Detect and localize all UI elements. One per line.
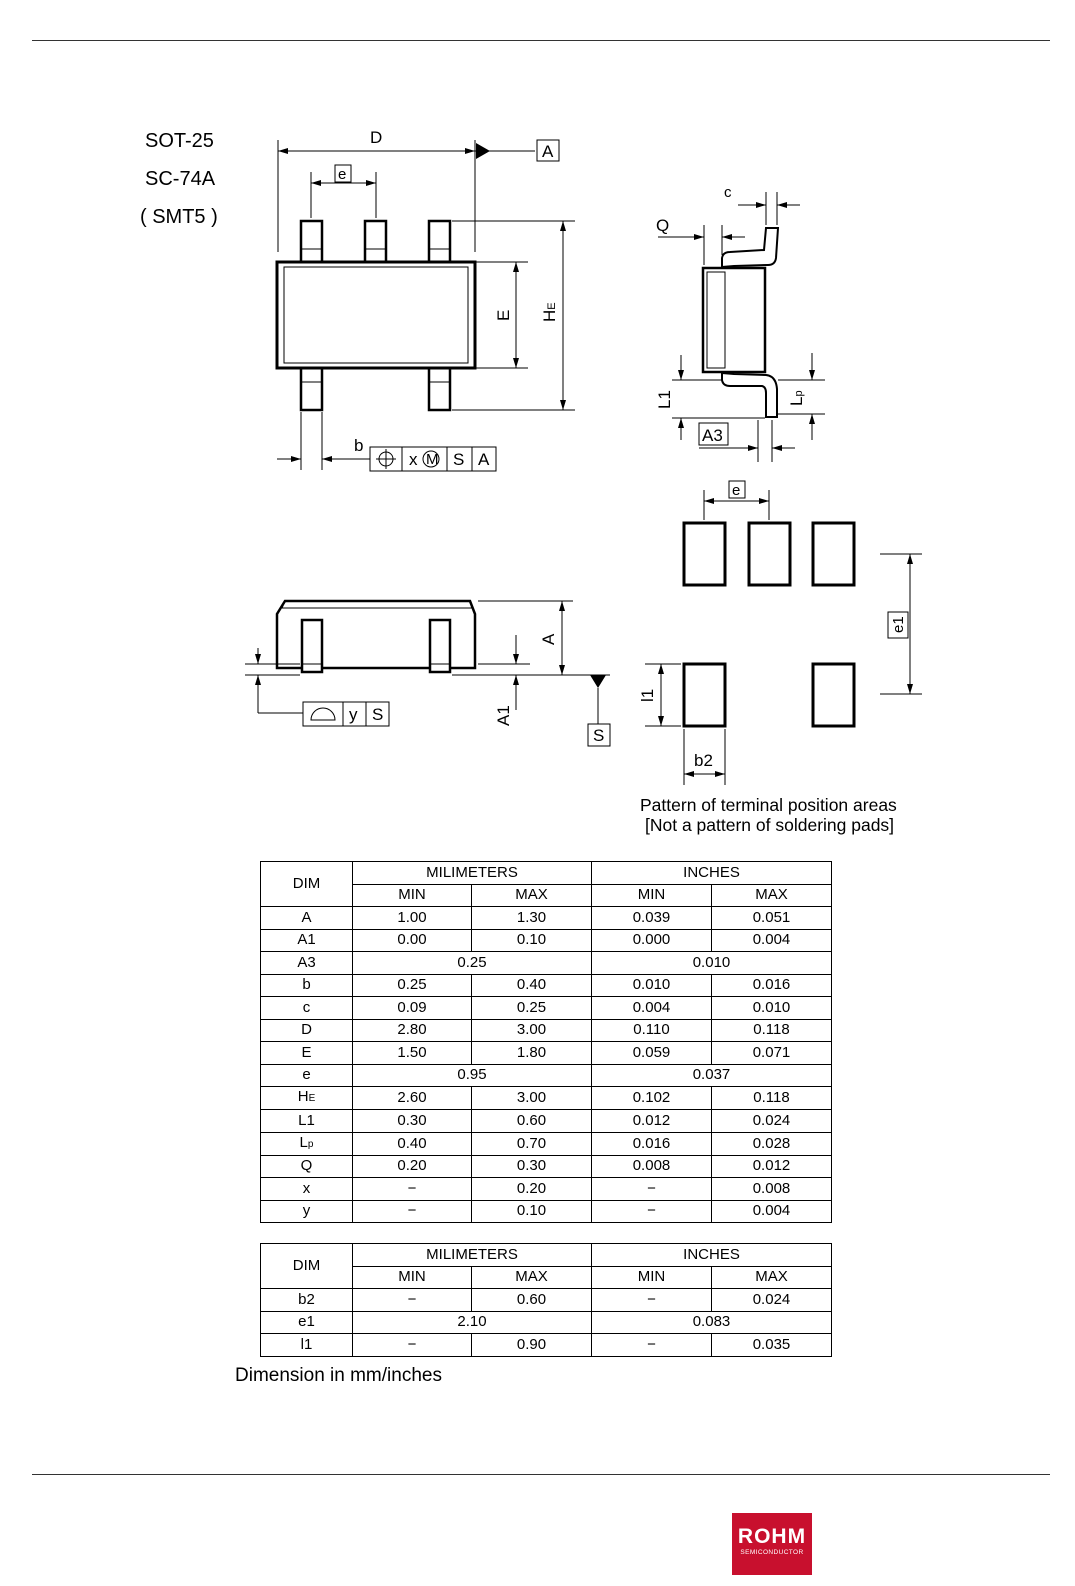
package-name-smt5: ( SMT5 )	[140, 206, 218, 228]
mm-max-cell: 0.20	[472, 1178, 592, 1201]
pattern-note-line1: Pattern of terminal position areas	[640, 795, 897, 815]
label-S-frame: S	[453, 450, 465, 469]
table-row	[261, 1064, 832, 1087]
table-row	[261, 974, 832, 997]
label-y: y	[349, 705, 358, 724]
dim-cell: E	[261, 1042, 353, 1065]
mm-max-cell: 1.30	[472, 907, 592, 930]
dimension-table-land	[260, 1243, 832, 1357]
table-row	[261, 1334, 832, 1357]
in-min-cell: 0.059	[592, 1042, 712, 1065]
dim-cell: Q	[261, 1155, 353, 1178]
in-max-cell: 0.024	[712, 1110, 832, 1133]
in-min-cell: 0.008	[592, 1155, 712, 1178]
in-min-cell: 0.010	[592, 974, 712, 997]
header-mm-min: MIN	[353, 1266, 472, 1289]
in-max-cell: 0.118	[712, 1019, 832, 1042]
logo-sub: SEMICONDUCTOR	[740, 1549, 804, 1556]
in-nom-cell: 0.037	[592, 1064, 832, 1087]
mm-max-cell: 0.70	[472, 1132, 592, 1155]
package-body-side	[703, 268, 765, 372]
lead-bottom-1	[301, 368, 322, 410]
mm-nom-cell: 0.25	[353, 952, 592, 975]
profile-symbol-icon	[311, 708, 335, 720]
dimension-table-main	[260, 861, 832, 1223]
dimension-caption: Dimension in mm/inches	[235, 1365, 442, 1386]
in-max-cell: 0.004	[712, 1200, 832, 1223]
pattern-note-line2: [Not a pattern of soldering pads]	[645, 815, 895, 835]
mm-max-cell: 0.60	[472, 1289, 592, 1312]
dim-cell: x	[261, 1178, 353, 1201]
label-L1: L1	[655, 390, 674, 409]
header-mm-max: MAX	[472, 884, 592, 907]
in-nom-cell: 0.083	[592, 1311, 832, 1334]
side-view	[658, 192, 825, 462]
header-mm-max: MAX	[472, 1266, 592, 1289]
table-row	[261, 997, 832, 1020]
label-l1: l1	[638, 688, 657, 702]
dim-cell: c	[261, 997, 353, 1020]
table-row	[261, 929, 832, 952]
label-c: c	[724, 184, 732, 201]
lead-top-3	[429, 221, 450, 262]
label-x: x	[409, 450, 418, 469]
table-row	[261, 1289, 832, 1312]
label-e: e	[338, 166, 347, 183]
header-in-min: MIN	[592, 884, 712, 907]
dim-cell: A3	[261, 952, 353, 975]
mm-min-cell: 2.60	[353, 1087, 472, 1110]
in-max-cell: 0.016	[712, 974, 832, 997]
label-D: D	[370, 128, 383, 147]
label-A3: A3	[702, 426, 723, 445]
mm-min-cell: 0.25	[353, 974, 472, 997]
header-inch: INCHES	[592, 1244, 832, 1267]
mm-min-cell: 0.40	[353, 1132, 472, 1155]
front-view	[245, 601, 610, 746]
in-max-cell: 0.071	[712, 1042, 832, 1065]
in-max-cell: 0.024	[712, 1289, 832, 1312]
dim-cell: D	[261, 1019, 353, 1042]
rohm-logo	[732, 1513, 812, 1575]
label-b2: b2	[694, 751, 713, 770]
in-min-cell: 0.000	[592, 929, 712, 952]
mm-min-cell: −	[353, 1289, 472, 1312]
in-max-cell: 0.004	[712, 929, 832, 952]
top-view	[277, 140, 575, 471]
mm-max-cell: 1.80	[472, 1042, 592, 1065]
label-b: b	[354, 436, 364, 455]
mm-min-cell: −	[353, 1200, 472, 1223]
mm-max-cell: 0.60	[472, 1110, 592, 1133]
in-max-cell: 0.035	[712, 1334, 832, 1357]
pad-top-2	[749, 523, 790, 585]
mm-min-cell: −	[353, 1334, 472, 1357]
dim-cell: b	[261, 974, 353, 997]
dim-cell: y	[261, 1200, 353, 1223]
label-Lp: Lp	[787, 390, 806, 406]
pad-top-3	[813, 523, 854, 585]
mm-nom-cell: 2.10	[353, 1311, 592, 1334]
table-row	[261, 1042, 832, 1065]
pad-bottom-2	[813, 664, 854, 726]
package-name-sot25: SOT-25	[145, 130, 214, 152]
label-Q: Q	[656, 216, 670, 235]
mm-max-cell: 0.25	[472, 997, 592, 1020]
lead-bottom-2	[429, 368, 450, 410]
mm-min-cell: 0.09	[353, 997, 472, 1020]
lead-top-1	[301, 221, 322, 262]
label-HE: HE	[540, 302, 559, 322]
dim-cell: A1	[261, 929, 353, 952]
label-e-land: e	[732, 482, 741, 499]
mm-min-cell: 0.00	[353, 929, 472, 952]
mm-max-cell: 0.30	[472, 1155, 592, 1178]
label-M: M	[426, 451, 439, 468]
in-min-cell: 0.012	[592, 1110, 712, 1133]
mm-min-cell: 1.00	[353, 907, 472, 930]
label-S-datum: S	[593, 726, 605, 745]
header-mm-min: MIN	[353, 884, 472, 907]
in-min-cell: −	[592, 1200, 712, 1223]
in-nom-cell: 0.010	[592, 952, 832, 975]
dim-cell: e	[261, 1064, 353, 1087]
header-dim: DIM	[261, 862, 353, 907]
dim-cell: L1	[261, 1110, 353, 1133]
mm-max-cell: 0.40	[472, 974, 592, 997]
table-row	[261, 1311, 832, 1334]
in-max-cell: 0.028	[712, 1132, 832, 1155]
in-min-cell: −	[592, 1289, 712, 1312]
label-E: E	[494, 309, 513, 321]
in-max-cell: 0.118	[712, 1087, 832, 1110]
in-min-cell: 0.039	[592, 907, 712, 930]
table-row	[261, 1019, 832, 1042]
mm-max-cell: 3.00	[472, 1019, 592, 1042]
in-max-cell: 0.051	[712, 907, 832, 930]
in-min-cell: 0.004	[592, 997, 712, 1020]
table-row	[261, 1132, 832, 1155]
label-e1: e1	[890, 616, 907, 633]
header-mm: MILIMETERS	[353, 1244, 592, 1267]
mm-min-cell: −	[353, 1178, 472, 1201]
header-mm: MILIMETERS	[353, 862, 592, 885]
header-in-max: MAX	[712, 884, 832, 907]
dim-cell: l1	[261, 1334, 353, 1357]
mm-min-cell: 0.30	[353, 1110, 472, 1133]
mm-max-cell: 0.10	[472, 1200, 592, 1223]
label-A1: A1	[494, 705, 513, 726]
mm-nom-cell: 0.95	[353, 1064, 592, 1087]
package-name-sc74a: SC-74A	[145, 168, 216, 190]
mm-min-cell: 0.20	[353, 1155, 472, 1178]
in-min-cell: 0.102	[592, 1087, 712, 1110]
label-A-frame: A	[478, 450, 490, 469]
in-max-cell: 0.012	[712, 1155, 832, 1178]
header-inch: INCHES	[592, 862, 832, 885]
table-row	[261, 952, 832, 975]
package-body-top	[277, 262, 475, 368]
header-in-min: MIN	[592, 1266, 712, 1289]
bottom-rule	[32, 1474, 1050, 1475]
mm-max-cell: 3.00	[472, 1087, 592, 1110]
header-in-max: MAX	[712, 1266, 832, 1289]
table-row	[261, 1155, 832, 1178]
in-min-cell: −	[592, 1334, 712, 1357]
dim-cell: HE	[261, 1087, 353, 1110]
land-pattern	[645, 481, 922, 785]
label-A-height: A	[539, 633, 558, 645]
dim-cell: b2	[261, 1289, 353, 1312]
dim-cell: Lp	[261, 1132, 353, 1155]
header-dim: DIM	[261, 1244, 353, 1289]
table-row	[261, 1200, 832, 1223]
pad-bottom-1	[684, 664, 725, 726]
mm-max-cell: 0.10	[472, 929, 592, 952]
label-S-flatness: S	[372, 705, 384, 724]
logo-name: ROHM	[737, 1525, 807, 1548]
pad-top-1	[684, 523, 725, 585]
table-row	[261, 1087, 832, 1110]
in-max-cell: 0.010	[712, 997, 832, 1020]
mm-min-cell: 1.50	[353, 1042, 472, 1065]
in-max-cell: 0.008	[712, 1178, 832, 1201]
mm-min-cell: 2.80	[353, 1019, 472, 1042]
mm-max-cell: 0.90	[472, 1334, 592, 1357]
in-min-cell: 0.016	[592, 1132, 712, 1155]
in-min-cell: 0.110	[592, 1019, 712, 1042]
dim-cell: A	[261, 907, 353, 930]
table-row	[261, 907, 832, 930]
lead-top-2	[365, 221, 386, 262]
table-row	[261, 1178, 832, 1201]
in-min-cell: −	[592, 1178, 712, 1201]
dim-cell: e1	[261, 1311, 353, 1334]
table-row	[261, 1110, 832, 1133]
label-datum-A: A	[542, 142, 554, 161]
